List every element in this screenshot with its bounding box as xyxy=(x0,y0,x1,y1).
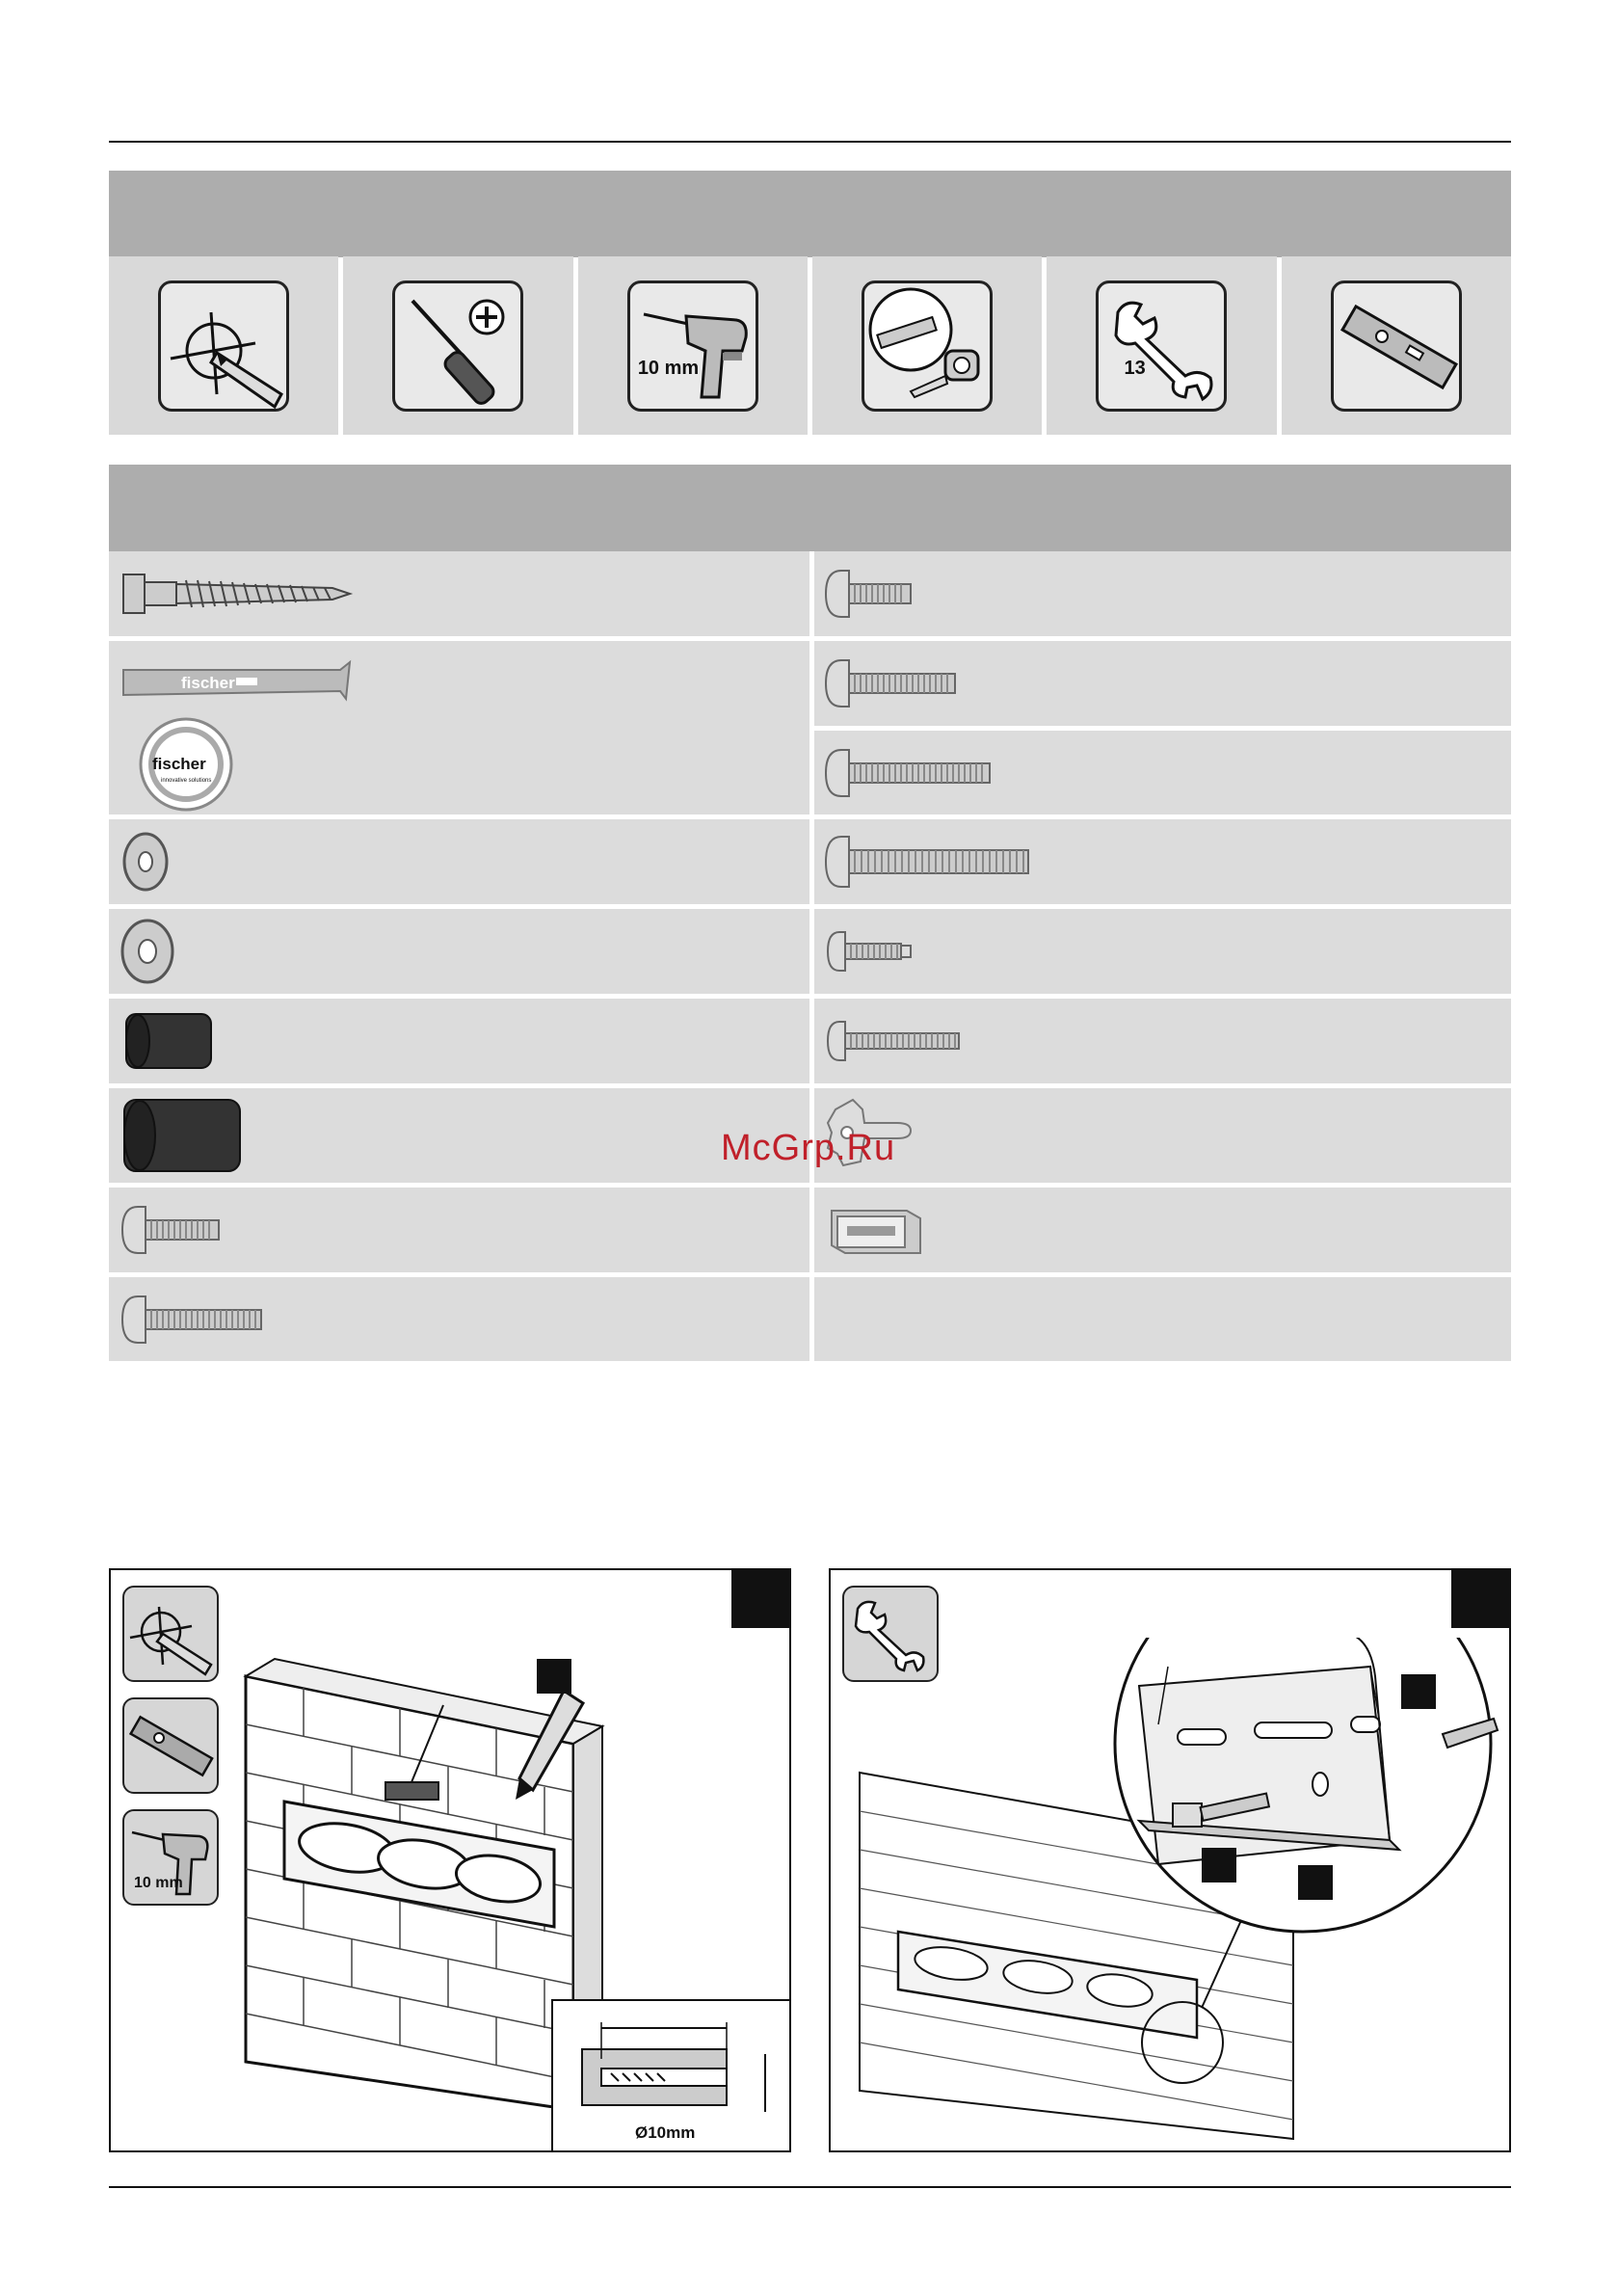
drill-depth-inset xyxy=(551,1999,789,2150)
step-number-badge-2 xyxy=(1451,1570,1509,1628)
part-cell-anchor xyxy=(109,641,809,814)
side-tool-level xyxy=(122,1697,219,1794)
callout-box-bolt xyxy=(1202,1848,1236,1882)
tool-cell-pencil xyxy=(109,256,338,435)
part-cell-washer-2 xyxy=(109,909,809,994)
part-cell-plug-box xyxy=(814,1188,1511,1272)
part-cell-empty xyxy=(814,1277,1511,1361)
wrench-icon xyxy=(1096,280,1227,412)
watermark-text: McGrp.Ru xyxy=(721,1128,896,1168)
pencil-mark-icon xyxy=(158,280,289,412)
tool-cell-wrench xyxy=(1047,256,1276,435)
parts-grid xyxy=(109,551,1511,1361)
fischer-badge-subtext: innovative solutions xyxy=(161,778,212,784)
fischer-badge-text: fischer xyxy=(152,755,206,773)
part-cell-clip xyxy=(814,1088,1511,1183)
part-cell-screw-r4 xyxy=(814,819,1511,904)
mounting-illustration xyxy=(850,1638,1511,2152)
tools-row xyxy=(109,256,1511,435)
drill-icon xyxy=(627,280,758,412)
wrench-size-label: 13 xyxy=(1124,357,1146,379)
side-tool-drill xyxy=(122,1809,219,1906)
drill-size-label: 10 mm xyxy=(637,357,700,379)
drill-diameter-label: Ø10mm xyxy=(635,2123,696,2142)
part-cell-spacer-large xyxy=(109,1088,809,1183)
measuring-tape-icon xyxy=(862,280,993,412)
tool-cell-screwdriver xyxy=(343,256,572,435)
part-cell-screw-r1 xyxy=(814,551,1511,636)
callout-box-level xyxy=(537,1659,571,1694)
tool-cell-level xyxy=(1282,256,1511,435)
part-cell-screw-r2 xyxy=(814,641,1511,726)
callout-box-anchor xyxy=(1401,1674,1436,1709)
bottom-rule xyxy=(109,2186,1511,2188)
tools-header-band xyxy=(109,171,1511,257)
part-cell-screw-l2 xyxy=(109,1277,809,1361)
part-cell-spacer-small xyxy=(109,999,809,1083)
part-cell-washer-1 xyxy=(109,819,809,904)
tool-cell-drill xyxy=(578,256,808,435)
callout-box-washer xyxy=(1298,1865,1333,1900)
step-panel-1 xyxy=(109,1568,791,2152)
part-cell-screw-l1 xyxy=(109,1188,809,1272)
part-cell-screw-r5 xyxy=(814,909,1511,994)
side-drill-label: 10 mm xyxy=(134,1875,183,1891)
top-rule xyxy=(109,141,1511,143)
parts-header-band xyxy=(109,465,1511,551)
part-cell-lag-bolt xyxy=(109,551,809,636)
part-cell-screw-r6 xyxy=(814,999,1511,1083)
side-tool-pencil xyxy=(122,1586,219,1682)
step-panel-2 xyxy=(829,1568,1511,2152)
tool-cell-measure xyxy=(812,256,1042,435)
screwdriver-icon xyxy=(392,280,523,412)
spirit-level-icon xyxy=(1331,280,1462,412)
part-cell-screw-r3 xyxy=(814,731,1511,814)
fischer-anchor-text: fischer xyxy=(181,674,235,692)
